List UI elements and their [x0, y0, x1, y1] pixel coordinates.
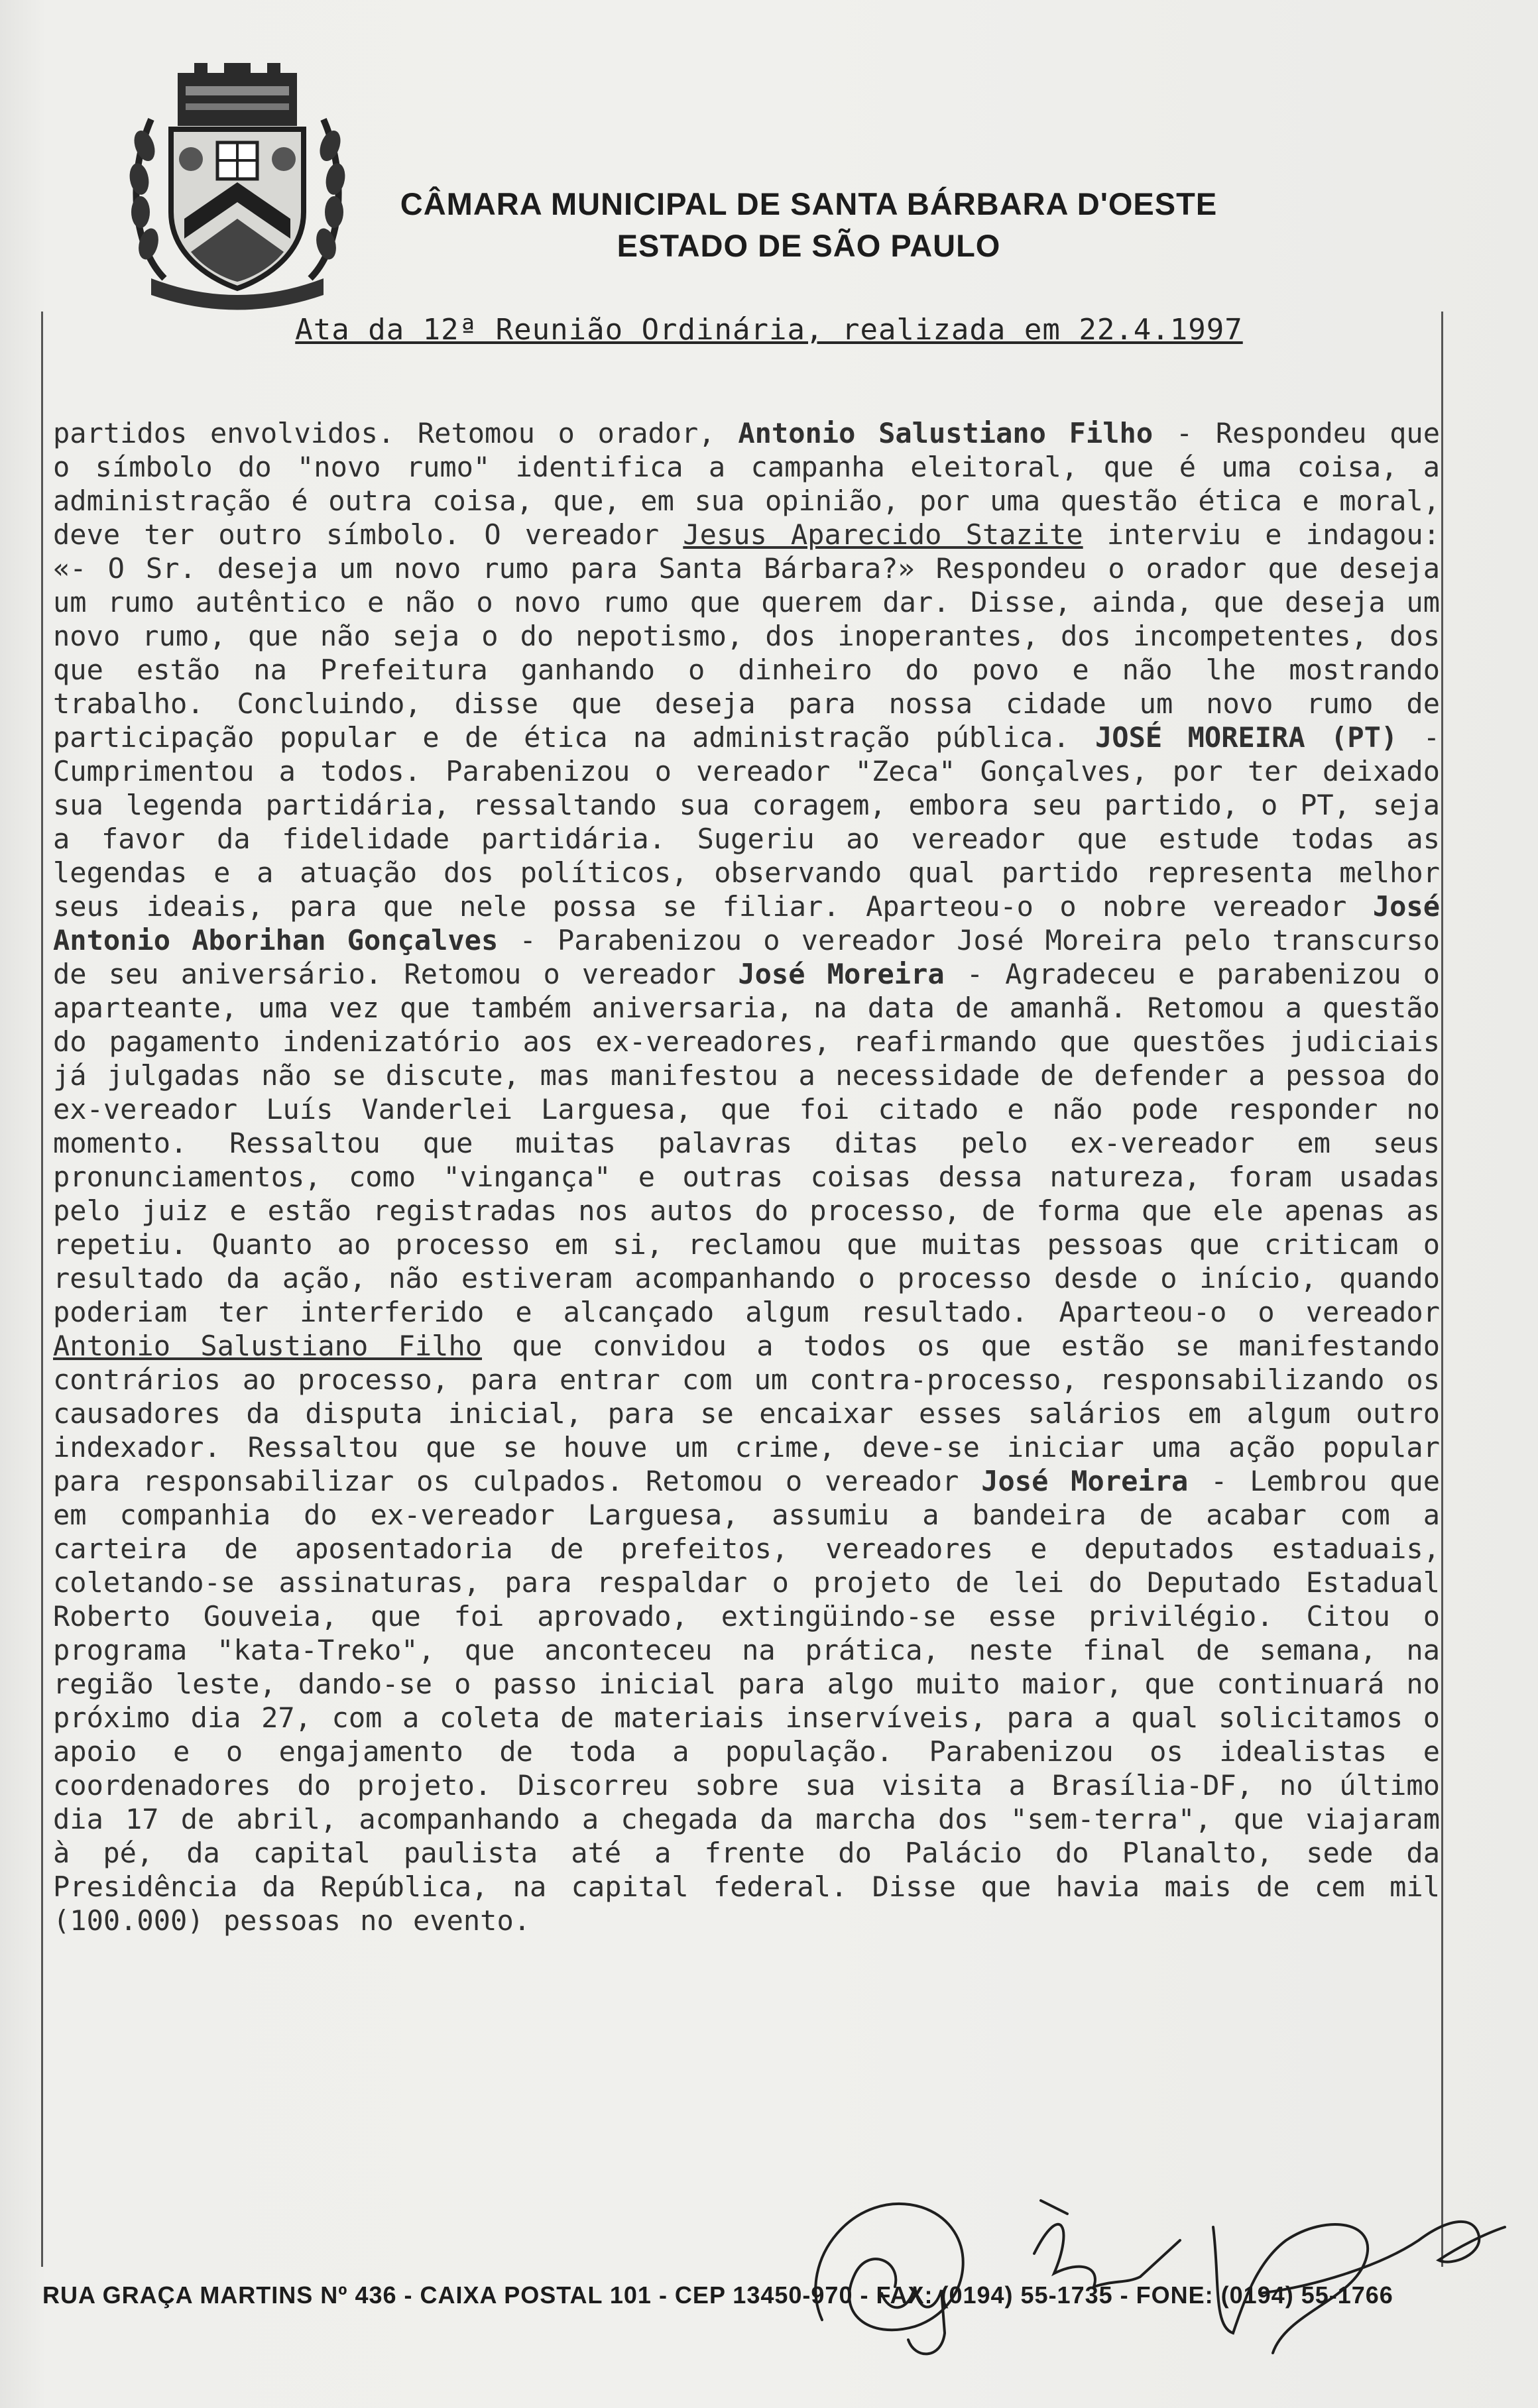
speaker-name: José Moreira — [738, 958, 945, 990]
institution-name: CÂMARA MUNICIPAL DE SANTA BÁRBARA D'OESTE — [400, 186, 1218, 221]
speaker-name: José Antonio Aborihan Gonçalves — [53, 890, 1440, 956]
speaker-name: JOSÉ MOREIRA (PT) — [1095, 721, 1398, 754]
speaker-name: Antonio Salustiano Filho — [738, 417, 1154, 449]
page-frame-right — [1441, 312, 1443, 2267]
footer-address: RUA GRAÇA MARTINS Nº 436 - CAIXA POSTAL 101 - CEP 13450-970 - FAX: (0194) 55-1735 - FONE: (0194) 55-1766 — [42, 2281, 1393, 2309]
councilor-name: Antonio Salustiano Filho — [53, 1330, 483, 1362]
minutes-body — [53, 416, 1440, 1937]
councilor-name: Jesus Aparecido Stazite — [683, 518, 1083, 551]
minutes-paragraph: partidos envolvidos. Retomou o orador, Antonio Salustiano Filho - Respondeu que o símbolo do "novo rumo" identifica a campanha eleitoral, que é uma coisa, a administração é outra coisa, que, em sua opinião, por uma questão ética e moral, deve ter outro símbolo. O vereador Jesus Aparecido Stazite interviu e indagou: «- O Sr. deseja um novo rumo para Santa Bárbara?» Respondeu o orador que deseja um rumo autêntico e não o novo rumo que querem dar. Disse, ainda, que deseja um novo rumo, que não seja o do nepotismo, dos inoperantes, dos incompetentes, dos que estão na Prefeitura ganhando o dinheiro do povo e não lhe mostrando trabalho. Concluindo, disse que deseja para nossa cidade um novo rumo de participação popular e de ética na administração pública. JOSÉ MOREIRA (PT) - Cumprimentou a todos. Parabenizou o vereador "Zeca" Gonçalves, por ter deixado sua legenda partidária, ressaltando sua coragem, embora seu partido, o PT, seja a favor da fidelidade partidária. Sugeriu ao vereador que estude todas as legendas e a atuação dos políticos, observando qual partido representa melhor seus ideais, para que nele possa se filiar. Aparteou-o o nobre vereador José Antonio Aborihan Gonçalves - Parabenizou o vereador José Moreira pelo transcurso de seu aniversário. Retomou o vereador José Moreira - Agradeceu e parabenizou o aparteante, uma vez que também aniversaria, na data de amanhã. Retomou a questão do pagamento indenizatório aos ex-vereadores, reafirmando que questões judiciais já julgadas não se discute, mas manifestou a necessidade de defender a pessoa do ex-vereador Luís Vanderlei Larguesa, que foi citado e não pode responder no momento. Ressaltou que muitas palavras ditas pelo ex-vereador em seus pronunciamentos, como "vingança" e outras coisas dessa natureza, foram usadas pelo juiz e estão registradas nos autos do processo, de forma que ele apenas as repetiu. Quanto ao processo em si, reclamou que muitas pessoas que criticam o resultado da ação, não estiveram acompanhando o processo desde o início, quando poderiam ter interferido e alcançado algum resultado. Aparteou-o o vereador Antonio Salustiano Filho que convidou a todos os que estão se manifestando contrários ao processo, para entrar com um contra-processo, responsabilizando os causadores da disputa inicial, para se encaixar esses salários em algum outro indexador. Ressaltou que se houve um crime, deve-se iniciar uma ação popular para responsabilizar os culpados. Retomou o vereador José Moreira - Lembrou que em companhia do ex-vereador Larguesa, assumiu a bandeira de acabar com a carteira de aposentadoria de prefeitos, vereadores e deputados estaduais, coletando-se assinaturas, para respaldar o projeto de lei do Deputado Estadual Roberto Gouveia, que foi aprovado, extingüindo-se esse privilégio. Citou o programa "kata-Treko", que anconteceu na prática, neste final de semana, na região leste, dando-se o passo inicial para algo muito maior, que continuará no próximo dia 27, com a coleta de materiais inservíveis, para a qual solicitamos o apoio e o engajamento de toda a população. Parabenizou os idealistas e coordenadores do projeto. Discorreu sobre sua visita a Brasília-DF, no último dia 17 de abril, acompanhando a chegada da marcha dos "sem-terra", que viajaram à pé, da capital paulista até a frente do Palácio do Planalto, sede da Presidência da República, na capital federal. Disse que havia mais de cem mil (100.000) pessoas no evento. — [53, 417, 1441, 1937]
municipal-coat-of-arms-icon — [125, 60, 350, 312]
state-name: ESTADO DE SÃO PAULO — [617, 228, 1001, 263]
document-title: Ata da 12ª Reunião Ordinária, realizada em 22.4.1997 — [295, 313, 1243, 347]
speaker-name: José Moreira — [981, 1465, 1189, 1497]
signatures-icon — [782, 2161, 1511, 2379]
page-frame-left — [41, 312, 43, 2267]
